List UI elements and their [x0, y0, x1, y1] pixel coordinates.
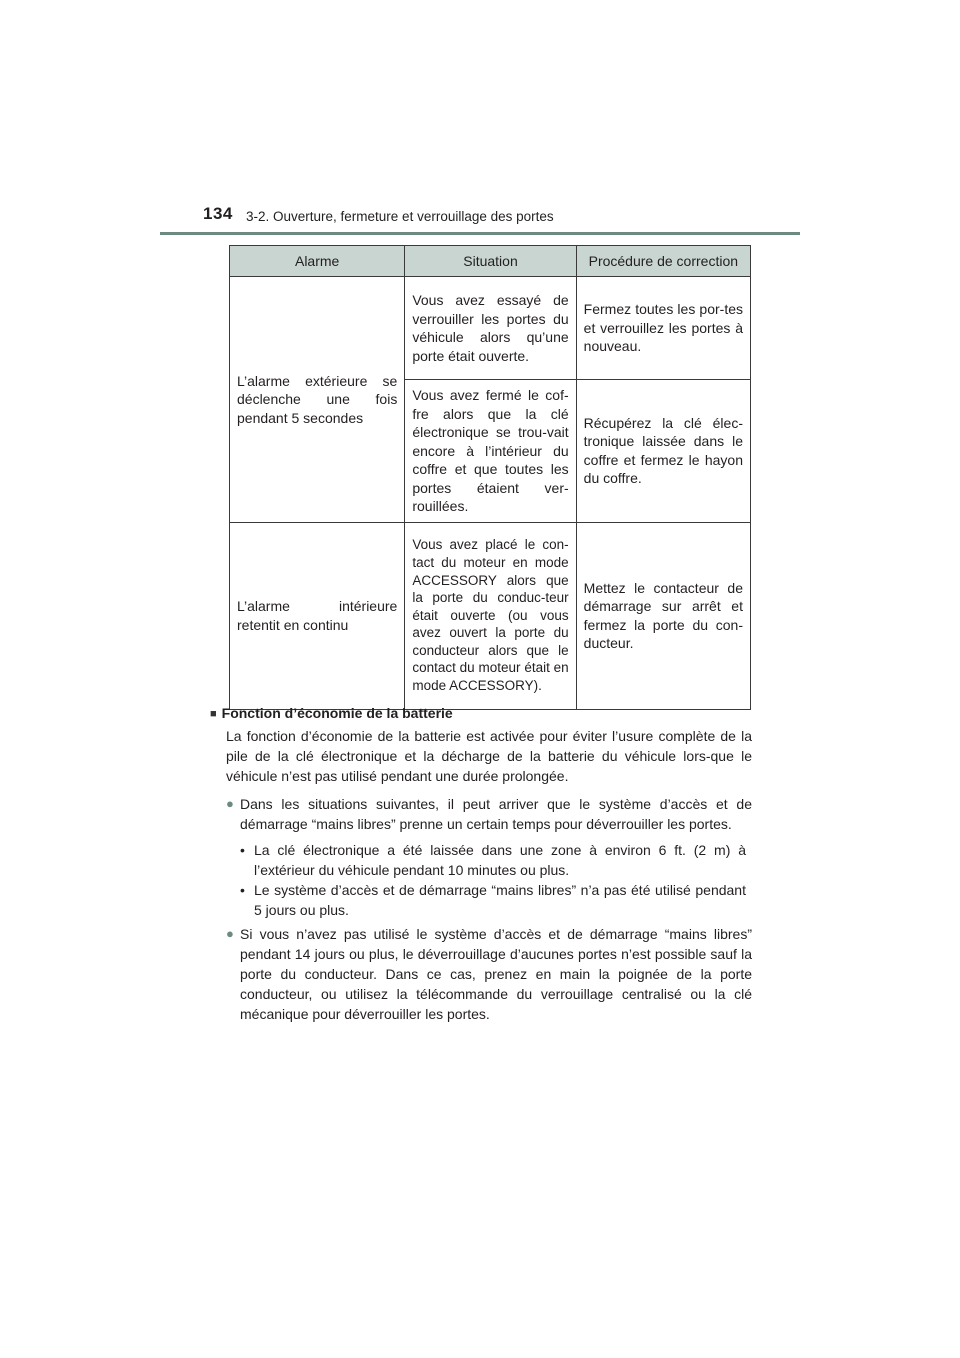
- table-header-row: [230, 246, 751, 277]
- header-rule: [160, 232, 800, 235]
- column-header-situation: Situation: [405, 246, 576, 277]
- situation-cell: Vous avez essayé de verrouiller les portes du véhicule alors qu’une porte était ouverte.: [405, 277, 576, 380]
- column-header-alarm: Alarme: [230, 246, 405, 277]
- intro-paragraph: La fonction d’économie de la batterie est activée pour éviter l’usure complète de la pile de la clé électronique et la décharge de la batterie du véhicule lors-que le véhicule n’est pas utilisé pendant une durée prolongée.: [226, 728, 752, 784]
- circle-bullet-icon: ●: [226, 796, 234, 811]
- section-heading-text: Fonction d’économie de la batterie: [221, 705, 453, 721]
- section-heading: [210, 703, 752, 724]
- section-title: 3-2. Ouverture, fermeture et verrouillage des portes: [246, 209, 554, 224]
- battery-saving-section: [210, 703, 752, 1030]
- page-number: 134: [203, 204, 233, 223]
- list-item: [226, 794, 752, 834]
- sub-list-item: [240, 840, 746, 880]
- bullet-text: Si vous n’avez pas utilisé le système d’accès et de démarrage “mains libres” pendant 14 jours ou plus, le déverrouillage d’aucunes portes n’est possible sauf la porte du conducteur. Dans ce cas, prenez en main la poignée de la porte conducteur, ou utilisez la télécommande du verrouillage centralisé ou la clé mécanique pour déverrouiller les portes.: [240, 926, 752, 1022]
- dot-bullet-icon: •: [240, 882, 245, 898]
- alarm-cell: L’alarme extérieure se déclenche une fois pendant 5 secondes: [230, 277, 405, 523]
- sub-item-text: Le système d’accès et de démarrage “mains libres” n’a pas été utilisé pendant 5 jours ou plus.: [254, 882, 746, 918]
- situation-cell: Vous avez placé le con-tact du moteur en mode ACCESSORY alors que la porte du conduc-teur était ouverte (ou vous avez ouvert la porte du conducteur alors que le contact du moteur était en mode ACCESSORY).: [405, 522, 576, 709]
- column-header-correction: Procédure de correction: [576, 246, 750, 277]
- correction-cell: Fermez toutes les por-tes et verrouillez les portes à nouveau.: [576, 277, 750, 380]
- sub-item-text: La clé électronique a été laissée dans une zone à environ 6 ft. (2 m) à l’extérieur du véhicule pendant 10 minutes ou plus.: [254, 842, 746, 878]
- sub-list: [210, 840, 752, 920]
- bullet-text: Dans les situations suivantes, il peut arriver que le système d’accès et de démarrage “mains libres” prenne un certain temps pour déverrouiller les portes.: [240, 796, 752, 832]
- dot-bullet-icon: •: [240, 842, 245, 858]
- alarm-cell: L’alarme intérieure retentit en continu: [230, 522, 405, 709]
- correction-cell: Récupérez la clé élec-tronique laissée dans le coffre et fermez le hayon du coffre.: [576, 380, 750, 523]
- sub-list-item: [240, 880, 746, 920]
- square-bullet-icon: ■: [210, 708, 217, 720]
- table-row: [230, 522, 751, 709]
- list-item: [226, 924, 752, 1024]
- table-row: [230, 277, 751, 380]
- correction-cell: Mettez le contacteur de démarrage sur arrêt et fermez la porte du con-ducteur.: [576, 522, 750, 709]
- situation-cell: Vous avez fermé le cof-fre alors que la clé électronique se trou-vait encore à l’intérieur du coffre et que toutes les portes étaient ver-rouillées.: [405, 380, 576, 523]
- circle-bullet-icon: ●: [226, 926, 234, 941]
- alarm-table: [229, 245, 751, 710]
